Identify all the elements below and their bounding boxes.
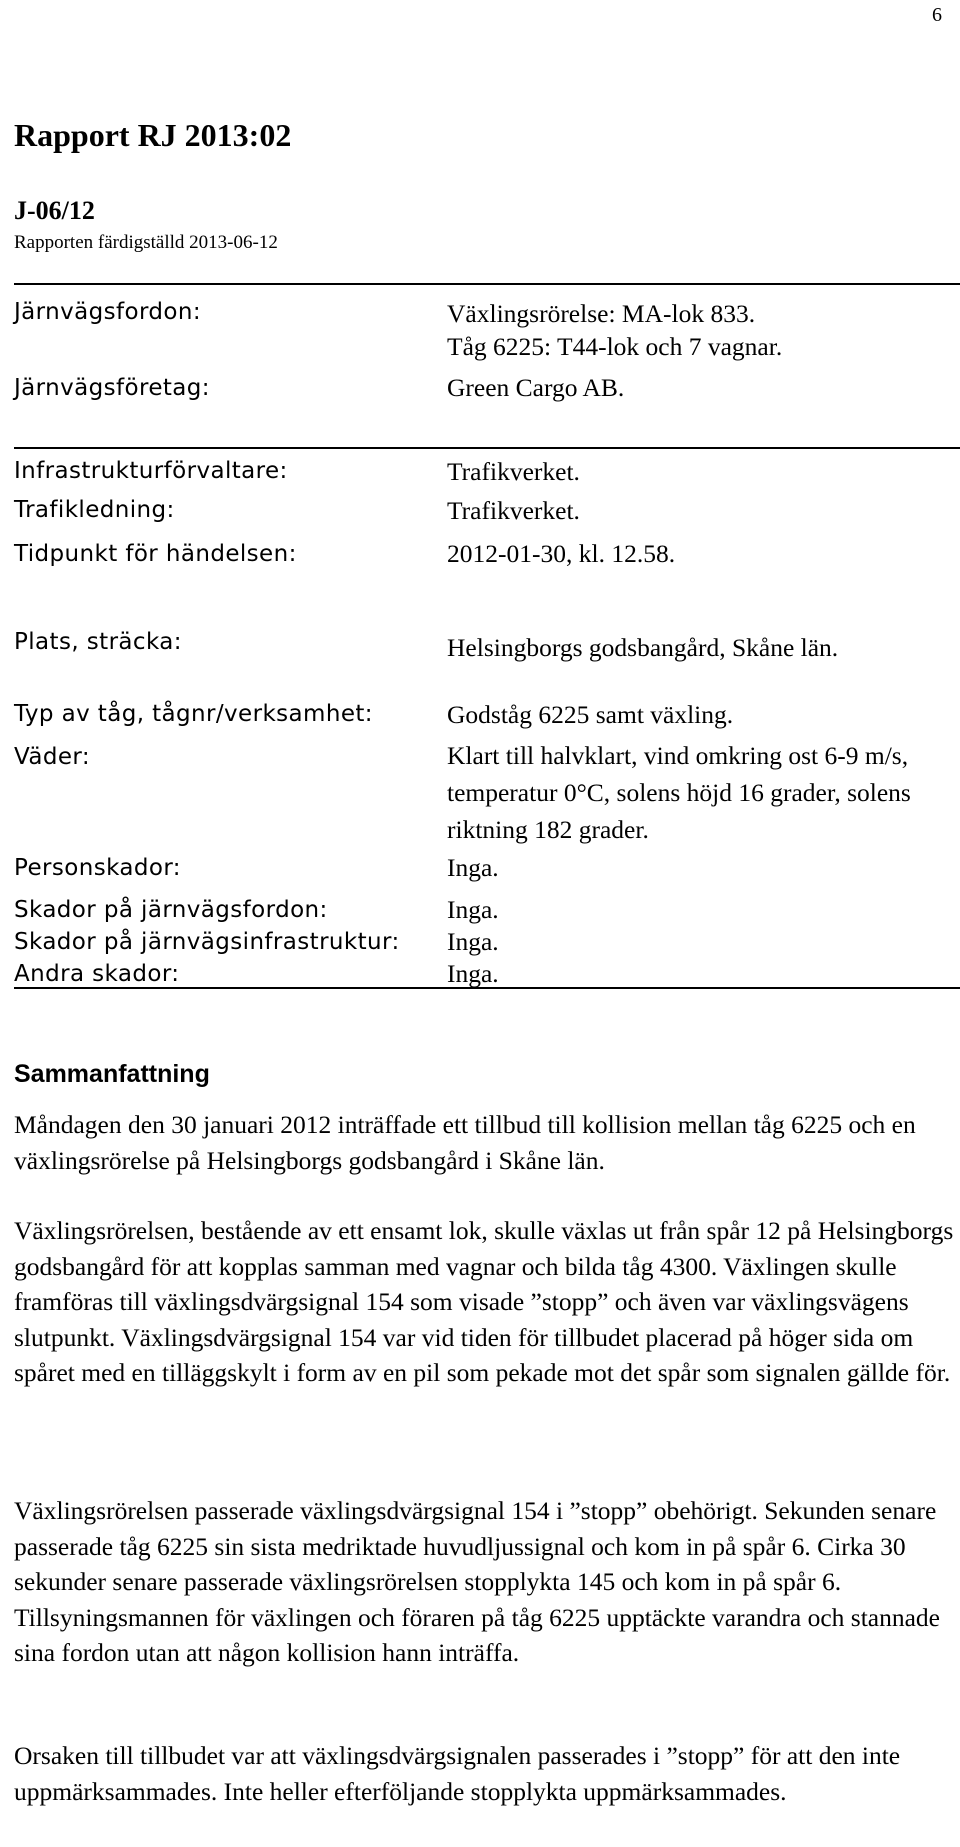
fact-label: Infrastrukturförvaltare: — [14, 458, 288, 484]
fact-label: Andra skador: — [14, 961, 180, 987]
fact-label: Plats, sträcka: — [14, 629, 182, 655]
fact-value: Klart till halvklart, vind omkring ost 6-9 m/s, temperatur 0°C, solens höjd 16 grader, solens riktning 182 grader. — [447, 741, 911, 844]
fact-label: Järnvägsföretag: — [14, 375, 210, 401]
fact-value: Inga. — [447, 959, 499, 988]
fact-label: Järnvägsfordon: — [14, 299, 202, 325]
case-id: J-06/12 — [14, 196, 95, 225]
report-title: Rapport RJ 2013:02 — [14, 117, 292, 153]
summary-heading: Sammanfattning — [14, 1060, 210, 1088]
fact-value: Inga. — [447, 853, 499, 882]
page-number: 6 — [932, 4, 942, 26]
summary-paragraph: Växlingsrörelsen passerade växlingsdvärgsignal 154 i ”stopp” obehörigt. Sekunden senare passerade tåg 6225 sin sista medriktade huvudljussignal och kom in på spår 6. Cirka 30 sekunder senare passerade växlingsrörelsen stopplykta 145 och kom in på spår 6. Tillsyningsmannen för växlingen och föraren på tåg 6225 upptäckte varandra och stannade sina fordon utan att någon kollision hann inträffa. — [14, 1496, 940, 1667]
fact-value: 2012-01-30, kl. 12.58. — [447, 539, 676, 568]
summary-paragraph: Orsaken till tillbudet var att växlingsdvärgsignalen passerades i ”stopp” för att den inte uppmärksammades. Inte heller efterföljande stopplykta uppmärksammades. — [14, 1741, 901, 1806]
fact-label: Skador på järnvägsinfrastruktur: — [14, 929, 400, 955]
fact-label: Trafikledning: — [14, 497, 175, 523]
completion-date: Rapporten färdigställd 2013-06-12 — [14, 232, 278, 253]
fact-value: Inga. — [447, 895, 499, 924]
fact-value: Trafikverket. — [447, 457, 580, 486]
summary-paragraph: Växlingsrörelsen, bestående av ett ensamt lok, skulle växlas ut från spår 12 på Helsingborgs godsbangård för att kopplas samman med vagnar och bilda tåg 4300. Växlingen skulle framföras till växlingsdvärgsignal 154 som visade ”stopp” och även var växlingsvägens slutpunkt. Växlingsdvärgsignal 154 var vid tiden för tillbudet placerad på höger sida om spåret med en tilläggskylt i form av en pil som pekade mot det spår som signalen gällde för. — [14, 1216, 954, 1387]
top-rule — [14, 283, 960, 285]
fact-value: Green Cargo AB. — [447, 373, 625, 402]
fact-label: Skador på järnvägsfordon: — [14, 897, 328, 923]
fact-value: Helsingborgs godsbangård, Skåne län. — [447, 633, 839, 662]
fact-value: Inga. — [447, 927, 499, 956]
fact-label: Tidpunkt för händelsen: — [14, 541, 297, 567]
fact-label: Typ av tåg, tågnr/verksamhet: — [14, 701, 373, 727]
fact-value: Trafikverket. — [447, 496, 580, 525]
middle-rule — [14, 447, 960, 449]
fact-label: Personskador: — [14, 855, 181, 881]
fact-label: Väder: — [14, 744, 90, 770]
fact-value: Växlingsrörelse: MA-lok 833. Tåg 6225: T44-lok och 7 vagnar. — [447, 299, 783, 361]
summary-paragraph: Måndagen den 30 januari 2012 inträffade ett tillbud till kollision mellan tåg 6225 och en växlingsrörelse på Helsingborgs godsbangård i Skåne län. — [14, 1110, 916, 1175]
fact-value: Godståg 6225 samt växling. — [447, 700, 734, 729]
